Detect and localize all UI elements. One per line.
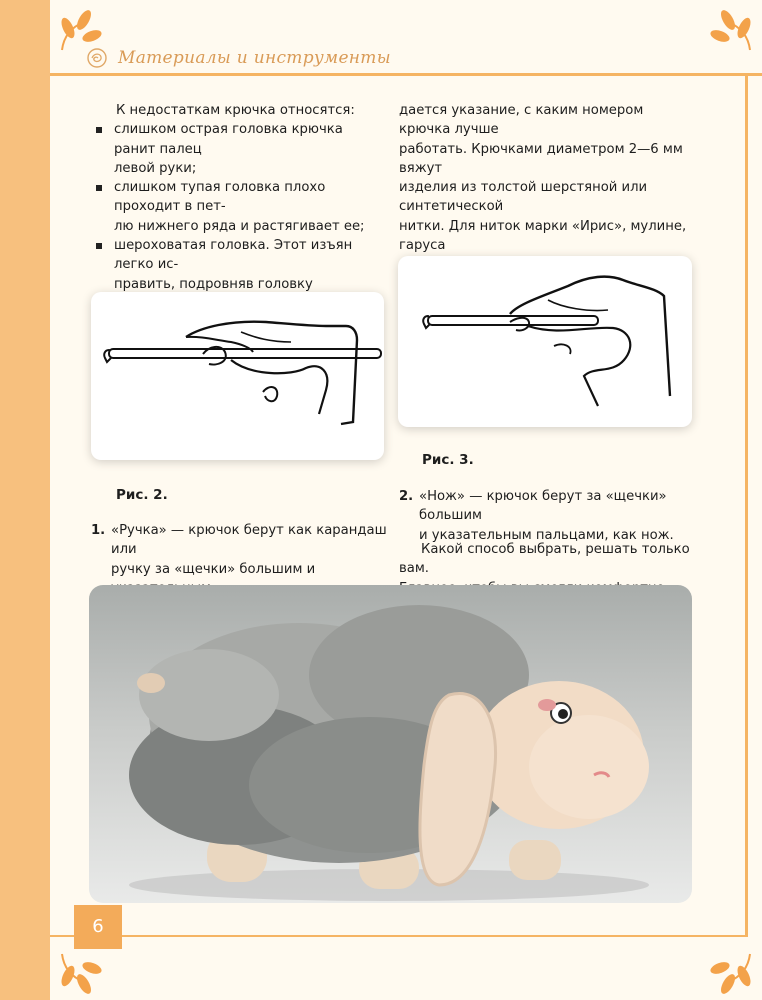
intro-line: К недостаткам крючка относятся:: [116, 103, 355, 118]
closing-paragraph: Какой способ выбрать, решать только вам.: [399, 542, 690, 577]
sheep-toy-photo: [89, 585, 692, 903]
hand-knife-grip-illustration: [398, 256, 692, 427]
bullet-item: слишком острая головка крючка ранит палец левой руки;: [94, 120, 384, 178]
leaf-ornament-bottom-right-icon: [706, 948, 758, 998]
figure-3-caption: Рис. 3.: [422, 452, 474, 468]
leaf-ornament-bottom-left-icon: [54, 948, 106, 998]
hand-pencil-grip-illustration: [91, 292, 384, 460]
crocheted-sheep-illustration: [89, 585, 692, 903]
method-1-pencil: 1. «Ручка» — крючок берут как карандаш или ручку за «щечки» большим и: [91, 523, 387, 577]
figure-3-knife-grip: [398, 256, 692, 427]
figure-2-pencil-grip: [91, 292, 384, 460]
bullet-item: слишком тупая головка плохо проходит в пет- лю нижнего ряда и растягивает ее;: [94, 178, 384, 236]
left-sidebar-band: [0, 0, 50, 1000]
frame-right-rule: [745, 73, 748, 937]
rose-icon: [86, 47, 108, 69]
frame-top-rule: [50, 73, 762, 76]
leaf-ornament-top-right-icon: [706, 6, 758, 56]
frame-bottom-rule: [50, 935, 748, 937]
bullet-item: шероховатая головка. Этот изъян легко ис- править, подровняв головку: [94, 236, 384, 352]
page-number: 6: [74, 905, 122, 949]
hook-size-paragraph: дается указание, с каким номером крючка лучше работать. Крючками диаметром 2—6 мм вяжут изделия из толстой шерстяной или синтетической нитки. Для ниток марки «Ирис», мулине, гаруса: [399, 103, 687, 254]
section-title: Материалы и инструменты: [118, 48, 391, 68]
method-2-knife: 2. «Нож» — крючок берут за «щечки» большим и указательным пальцами, как нож.: [399, 489, 674, 543]
figure-2-caption: Рис. 2.: [116, 487, 168, 503]
